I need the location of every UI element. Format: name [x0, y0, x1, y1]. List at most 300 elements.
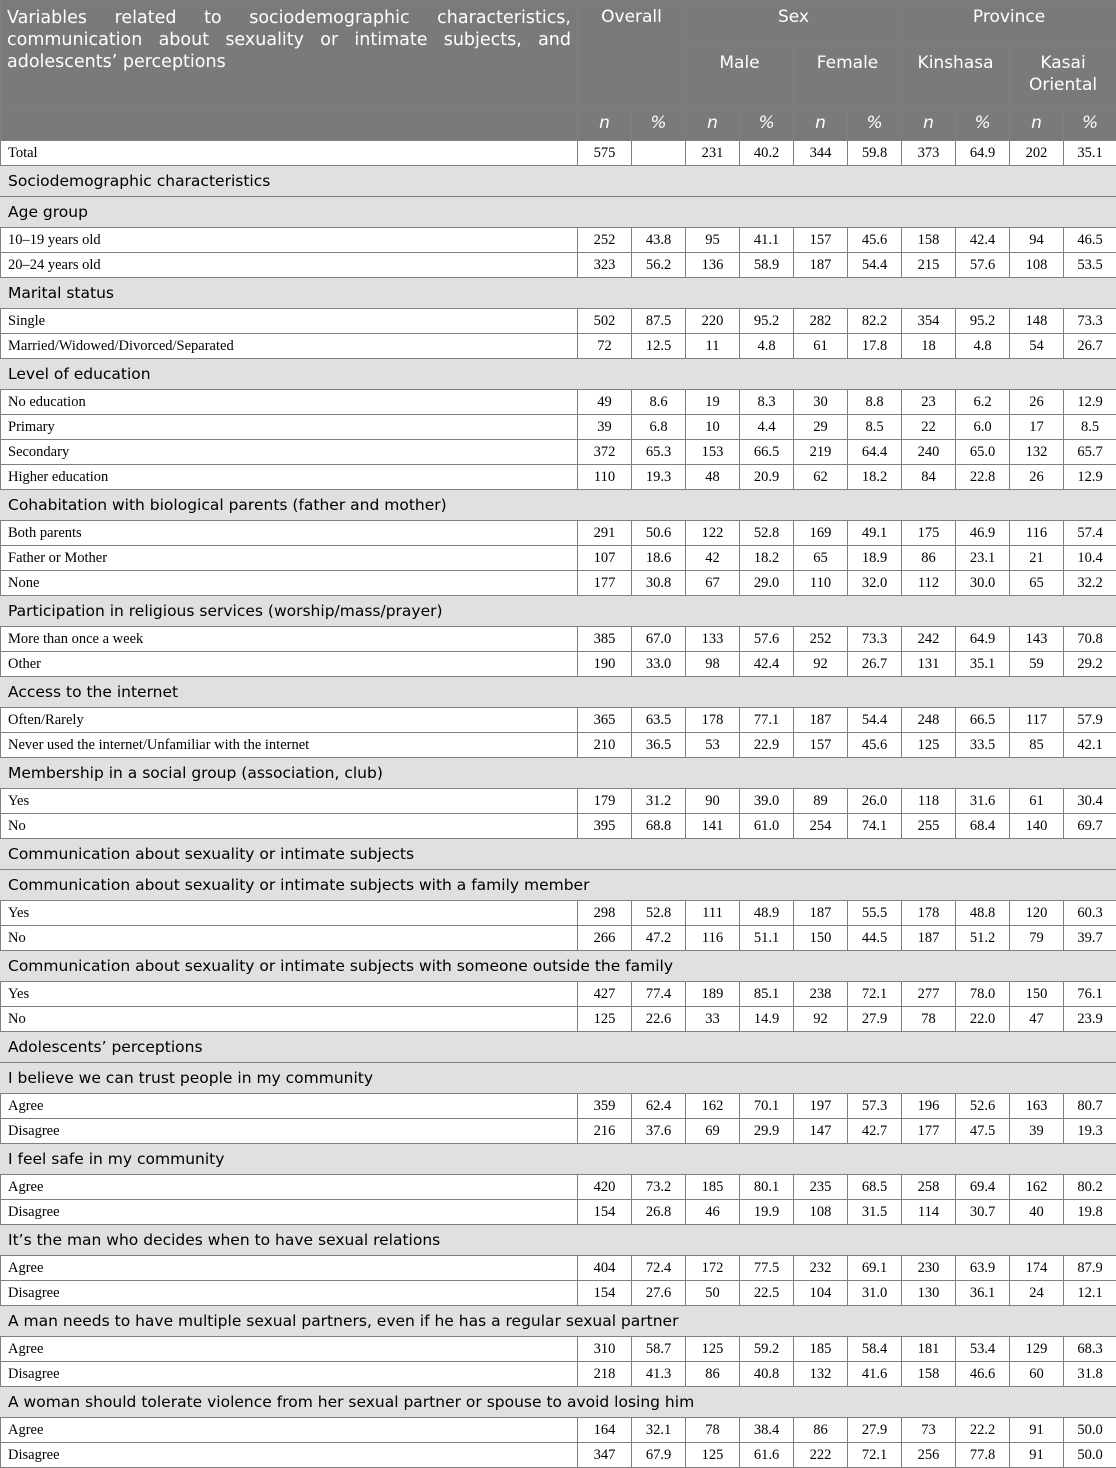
- count-cell: 47: [1010, 1007, 1064, 1032]
- subsection-heading-row: [1, 278, 1116, 309]
- count-cell: 154: [578, 1281, 632, 1306]
- count-cell: 254: [794, 814, 848, 839]
- percent-cell: 54.4: [848, 253, 902, 278]
- count-cell: 94: [1010, 228, 1064, 253]
- percent-cell: 73.3: [848, 627, 902, 652]
- percent-cell: 18.9: [848, 546, 902, 571]
- percent-cell: 64.9: [956, 627, 1010, 652]
- percent-cell: 4.8: [956, 334, 1010, 359]
- section-heading: Communication about sexuality or intimate subjects: [1, 839, 1116, 870]
- variable-heading: It’s the man who decides when to have sexual relations: [1, 1225, 1116, 1256]
- row-label: Often/Rarely: [1, 708, 578, 733]
- count-cell: 162: [686, 1094, 740, 1119]
- count-cell: 79: [1010, 926, 1064, 951]
- count-cell: 26: [1010, 465, 1064, 490]
- count-cell: 26: [1010, 390, 1064, 415]
- percent-cell: 85.1: [740, 982, 794, 1007]
- count-cell: 282: [794, 309, 848, 334]
- count-cell: 187: [794, 901, 848, 926]
- percent-cell: 69.1: [848, 1256, 902, 1281]
- table-row: [1, 415, 1116, 440]
- count-cell: 187: [902, 926, 956, 951]
- row-label: Single: [1, 309, 578, 334]
- count-cell: 323: [578, 253, 632, 278]
- subsection-heading-row: [1, 1144, 1116, 1175]
- percent-cell: 22.9: [740, 733, 794, 758]
- percent-cell: 45.6: [848, 733, 902, 758]
- count-cell: 85: [1010, 733, 1064, 758]
- percent-cell: 33.0: [632, 652, 686, 677]
- percent-cell: 70.1: [740, 1094, 794, 1119]
- count-cell: 179: [578, 789, 632, 814]
- percent-cell: 69.4: [956, 1175, 1010, 1200]
- count-cell: 132: [1010, 440, 1064, 465]
- table-row: [1, 901, 1116, 926]
- table-row: [1, 1200, 1116, 1225]
- count-cell: 120: [1010, 901, 1064, 926]
- count-cell: 19: [686, 390, 740, 415]
- percent-cell: 68.4: [956, 814, 1010, 839]
- percent-cell: 29.2: [1064, 652, 1116, 677]
- percent-cell: 59.8: [848, 141, 902, 166]
- count-cell: 238: [794, 982, 848, 1007]
- row-label: Disagree: [1, 1281, 578, 1306]
- percent-cell: 60.3: [1064, 901, 1116, 926]
- percent-cell: 73.3: [1064, 309, 1116, 334]
- pct-header: %: [956, 106, 1010, 141]
- percent-cell: 31.6: [956, 789, 1010, 814]
- count-cell: 252: [578, 228, 632, 253]
- count-cell: 125: [578, 1007, 632, 1032]
- row-label: No: [1, 814, 578, 839]
- percent-cell: 27.6: [632, 1281, 686, 1306]
- table-row: [1, 546, 1116, 571]
- count-cell: 230: [902, 1256, 956, 1281]
- table-row: [1, 789, 1116, 814]
- count-cell: 108: [1010, 253, 1064, 278]
- count-cell: 178: [686, 708, 740, 733]
- percent-cell: 22.8: [956, 465, 1010, 490]
- subsection-heading-row: [1, 1306, 1116, 1337]
- percent-cell: 8.5: [1064, 415, 1116, 440]
- count-cell: 157: [794, 733, 848, 758]
- count-cell: 17: [1010, 415, 1064, 440]
- percent-cell: 65.3: [632, 440, 686, 465]
- count-cell: 216: [578, 1119, 632, 1144]
- row-label: None: [1, 571, 578, 596]
- percent-cell: 65.0: [956, 440, 1010, 465]
- variable-heading: Level of education: [1, 359, 1116, 390]
- count-cell: 10: [686, 415, 740, 440]
- count-cell: 298: [578, 901, 632, 926]
- row-label: Higher education: [1, 465, 578, 490]
- count-cell: 61: [794, 334, 848, 359]
- percent-cell: 52.8: [740, 521, 794, 546]
- subsection-heading-row: [1, 490, 1116, 521]
- count-cell: 255: [902, 814, 956, 839]
- kasai-oriental-header: Kasai Oriental: [1010, 44, 1116, 106]
- percent-cell: 57.6: [740, 627, 794, 652]
- percent-cell: 45.6: [848, 228, 902, 253]
- percent-cell: 8.3: [740, 390, 794, 415]
- percent-cell: 31.2: [632, 789, 686, 814]
- percent-cell: 42.4: [740, 652, 794, 677]
- percent-cell: 6.2: [956, 390, 1010, 415]
- count-cell: 48: [686, 465, 740, 490]
- percent-cell: 26.8: [632, 1200, 686, 1225]
- count-cell: 359: [578, 1094, 632, 1119]
- percent-cell: 77.8: [956, 1443, 1010, 1468]
- count-cell: 86: [902, 546, 956, 571]
- count-cell: 187: [794, 253, 848, 278]
- percent-cell: 47.5: [956, 1119, 1010, 1144]
- percent-cell: 50.0: [1064, 1443, 1116, 1468]
- row-label: Both parents: [1, 521, 578, 546]
- table-row: [1, 1119, 1116, 1144]
- subsection-heading-row: [1, 677, 1116, 708]
- count-cell: 30: [794, 390, 848, 415]
- count-cell: 78: [902, 1007, 956, 1032]
- row-label: 20–24 years old: [1, 253, 578, 278]
- table-row: [1, 1281, 1116, 1306]
- percent-cell: 68.3: [1064, 1337, 1116, 1362]
- percent-cell: 57.6: [956, 253, 1010, 278]
- percent-cell: 67.9: [632, 1443, 686, 1468]
- variable-heading: Access to the internet: [1, 677, 1116, 708]
- count-cell: 59: [1010, 652, 1064, 677]
- count-cell: 140: [1010, 814, 1064, 839]
- count-cell: 60: [1010, 1362, 1064, 1387]
- count-cell: 202: [1010, 141, 1064, 166]
- subsection-heading-row: [1, 951, 1116, 982]
- percent-cell: 52.6: [956, 1094, 1010, 1119]
- variable-heading: Participation in religious services (worship/mass/prayer): [1, 596, 1116, 627]
- count-cell: 404: [578, 1256, 632, 1281]
- table-row: [1, 228, 1116, 253]
- percent-cell: 12.9: [1064, 465, 1116, 490]
- section-heading: Sociodemographic characteristics: [1, 166, 1116, 197]
- percent-cell: 57.4: [1064, 521, 1116, 546]
- count-cell: 24: [1010, 1281, 1064, 1306]
- percent-cell: 59.2: [740, 1337, 794, 1362]
- count-cell: 33: [686, 1007, 740, 1032]
- table-row: [1, 926, 1116, 951]
- row-label: Yes: [1, 789, 578, 814]
- percent-cell: 8.8: [848, 390, 902, 415]
- percent-cell: 95.2: [956, 309, 1010, 334]
- table-row: [1, 1337, 1116, 1362]
- percent-cell: 33.5: [956, 733, 1010, 758]
- percent-cell: 49.1: [848, 521, 902, 546]
- percent-cell: 19.8: [1064, 1200, 1116, 1225]
- percent-cell: 42.1: [1064, 733, 1116, 758]
- count-cell: 62: [794, 465, 848, 490]
- percent-cell: 61.6: [740, 1443, 794, 1468]
- percent-cell: 37.6: [632, 1119, 686, 1144]
- count-cell: 118: [902, 789, 956, 814]
- row-label: Father or Mother: [1, 546, 578, 571]
- table-row: [1, 465, 1116, 490]
- count-cell: 242: [902, 627, 956, 652]
- count-cell: 92: [794, 1007, 848, 1032]
- count-cell: 218: [578, 1362, 632, 1387]
- percent-cell: 72.4: [632, 1256, 686, 1281]
- count-cell: 84: [902, 465, 956, 490]
- percent-cell: 35.1: [956, 652, 1010, 677]
- percent-cell: 53.4: [956, 1337, 1010, 1362]
- female-header: Female: [794, 44, 902, 106]
- count-cell: 61: [1010, 789, 1064, 814]
- percent-cell: 69.7: [1064, 814, 1116, 839]
- percent-cell: 12.1: [1064, 1281, 1116, 1306]
- percent-cell: 32.0: [848, 571, 902, 596]
- count-cell: 65: [1010, 571, 1064, 596]
- count-cell: 157: [794, 228, 848, 253]
- count-cell: 575: [578, 141, 632, 166]
- count-cell: 385: [578, 627, 632, 652]
- count-cell: 132: [794, 1362, 848, 1387]
- percent-cell: 22.0: [956, 1007, 1010, 1032]
- count-cell: 23: [902, 390, 956, 415]
- count-cell: 420: [578, 1175, 632, 1200]
- n-header: n: [902, 106, 956, 141]
- count-cell: 373: [902, 141, 956, 166]
- percent-cell: 46.5: [1064, 228, 1116, 253]
- n-header: n: [578, 106, 632, 141]
- percent-cell: 58.7: [632, 1337, 686, 1362]
- percent-cell: 18.2: [848, 465, 902, 490]
- count-cell: 266: [578, 926, 632, 951]
- count-cell: 354: [902, 309, 956, 334]
- count-cell: 181: [902, 1337, 956, 1362]
- percent-cell: 26.7: [1064, 334, 1116, 359]
- n-header: n: [686, 106, 740, 141]
- count-cell: 18: [902, 334, 956, 359]
- percent-cell: 19.3: [632, 465, 686, 490]
- count-cell: 344: [794, 141, 848, 166]
- percent-cell: 56.2: [632, 253, 686, 278]
- count-cell: 130: [902, 1281, 956, 1306]
- percent-cell: 80.1: [740, 1175, 794, 1200]
- variable-heading: Marital status: [1, 278, 1116, 309]
- count-cell: 215: [902, 253, 956, 278]
- count-cell: 256: [902, 1443, 956, 1468]
- percent-cell: 53.5: [1064, 253, 1116, 278]
- percent-cell: 54.4: [848, 708, 902, 733]
- percent-cell: 27.9: [848, 1007, 902, 1032]
- row-label: Agree: [1, 1418, 578, 1443]
- percent-cell: 42.4: [956, 228, 1010, 253]
- count-cell: 98: [686, 652, 740, 677]
- percent-cell: 87.9: [1064, 1256, 1116, 1281]
- row-label: Agree: [1, 1256, 578, 1281]
- count-cell: 189: [686, 982, 740, 1007]
- percent-cell: 32.2: [1064, 571, 1116, 596]
- count-cell: 147: [794, 1119, 848, 1144]
- count-cell: 125: [902, 733, 956, 758]
- count-cell: 172: [686, 1256, 740, 1281]
- row-label: Agree: [1, 1337, 578, 1362]
- row-label: Secondary: [1, 440, 578, 465]
- table-row: [1, 1175, 1116, 1200]
- percent-cell: 80.2: [1064, 1175, 1116, 1200]
- count-cell: 190: [578, 652, 632, 677]
- count-cell: 222: [794, 1443, 848, 1468]
- row-label: Disagree: [1, 1119, 578, 1144]
- count-cell: 185: [686, 1175, 740, 1200]
- percent-cell: 61.0: [740, 814, 794, 839]
- count-cell: 29: [794, 415, 848, 440]
- subsection-heading-row: [1, 758, 1116, 789]
- percent-cell: 8.5: [848, 415, 902, 440]
- percent-cell: 55.5: [848, 901, 902, 926]
- percent-cell: 58.9: [740, 253, 794, 278]
- percent-cell: 52.8: [632, 901, 686, 926]
- section-heading-row: [1, 1032, 1116, 1063]
- count-cell: 116: [1010, 521, 1064, 546]
- table-row: [1, 141, 1116, 166]
- table-row: [1, 1094, 1116, 1119]
- count-cell: 162: [1010, 1175, 1064, 1200]
- count-cell: 49: [578, 390, 632, 415]
- percent-cell: 77.5: [740, 1256, 794, 1281]
- percent-cell: 57.9: [1064, 708, 1116, 733]
- percent-cell: 41.1: [740, 228, 794, 253]
- count-cell: 220: [686, 309, 740, 334]
- subsection-heading-row: [1, 359, 1116, 390]
- count-cell: 197: [794, 1094, 848, 1119]
- count-cell: 141: [686, 814, 740, 839]
- percent-cell: 72.1: [848, 982, 902, 1007]
- count-cell: 252: [794, 627, 848, 652]
- count-cell: 143: [1010, 627, 1064, 652]
- count-cell: 111: [686, 901, 740, 926]
- count-cell: 502: [578, 309, 632, 334]
- subsection-heading-row: [1, 1387, 1116, 1418]
- percent-cell: 44.5: [848, 926, 902, 951]
- table-row: [1, 652, 1116, 677]
- count-cell: 125: [686, 1337, 740, 1362]
- percent-cell: 4.8: [740, 334, 794, 359]
- percent-cell: 31.0: [848, 1281, 902, 1306]
- count-cell: 158: [902, 228, 956, 253]
- percent-cell: 51.1: [740, 926, 794, 951]
- table-row: [1, 1007, 1116, 1032]
- count-cell: 78: [686, 1418, 740, 1443]
- percent-cell: 46.6: [956, 1362, 1010, 1387]
- row-label: Disagree: [1, 1362, 578, 1387]
- percent-cell: 77.4: [632, 982, 686, 1007]
- row-label: Never used the internet/Unfamiliar with the internet: [1, 733, 578, 758]
- count-cell: 91: [1010, 1418, 1064, 1443]
- subsection-heading-row: [1, 870, 1116, 901]
- percent-cell: 39.0: [740, 789, 794, 814]
- percent-cell: 78.0: [956, 982, 1010, 1007]
- count-cell: 232: [794, 1256, 848, 1281]
- subsection-heading-row: [1, 1063, 1116, 1094]
- percent-cell: 14.9: [740, 1007, 794, 1032]
- percent-cell: 31.8: [1064, 1362, 1116, 1387]
- percent-cell: 68.8: [632, 814, 686, 839]
- table-row: [1, 1443, 1116, 1468]
- row-label: Primary: [1, 415, 578, 440]
- count-cell: 89: [794, 789, 848, 814]
- count-cell: 104: [794, 1281, 848, 1306]
- count-cell: 86: [686, 1362, 740, 1387]
- table-row: [1, 708, 1116, 733]
- table-header: [1, 1, 1116, 141]
- percent-cell: 10.4: [1064, 546, 1116, 571]
- count-cell: 122: [686, 521, 740, 546]
- percent-cell: 95.2: [740, 309, 794, 334]
- table-row: [1, 1362, 1116, 1387]
- n-header: n: [794, 106, 848, 141]
- percent-cell: 66.5: [956, 708, 1010, 733]
- count-cell: 164: [578, 1418, 632, 1443]
- section-heading-row: [1, 166, 1116, 197]
- count-cell: 125: [686, 1443, 740, 1468]
- count-cell: 219: [794, 440, 848, 465]
- percent-cell: 27.9: [848, 1418, 902, 1443]
- count-cell: 372: [578, 440, 632, 465]
- count-cell: 73: [902, 1418, 956, 1443]
- count-cell: 148: [1010, 309, 1064, 334]
- percent-cell: 47.2: [632, 926, 686, 951]
- variable-heading: Membership in a social group (association, club): [1, 758, 1116, 789]
- percent-cell: 18.2: [740, 546, 794, 571]
- table-row: [1, 1256, 1116, 1281]
- subsection-heading-row: [1, 1225, 1116, 1256]
- table-row: [1, 814, 1116, 839]
- count-cell: 175: [902, 521, 956, 546]
- percent-cell: 76.1: [1064, 982, 1116, 1007]
- row-label: Agree: [1, 1094, 578, 1119]
- variable-heading: I feel safe in my community: [1, 1144, 1116, 1175]
- percent-cell: 66.5: [740, 440, 794, 465]
- count-cell: 53: [686, 733, 740, 758]
- count-cell: 185: [794, 1337, 848, 1362]
- count-cell: 131: [902, 652, 956, 677]
- percent-cell: 12.5: [632, 334, 686, 359]
- percent-cell: 51.2: [956, 926, 1010, 951]
- count-cell: 21: [1010, 546, 1064, 571]
- percent-cell: 64.4: [848, 440, 902, 465]
- percent-cell: 8.6: [632, 390, 686, 415]
- table-row: [1, 627, 1116, 652]
- row-label: Total: [1, 141, 578, 166]
- overall-header: Overall: [578, 1, 686, 106]
- count-cell: 65: [794, 546, 848, 571]
- percent-cell: 31.5: [848, 1200, 902, 1225]
- count-cell: 154: [578, 1200, 632, 1225]
- percent-cell: 23.1: [956, 546, 1010, 571]
- count-cell: 395: [578, 814, 632, 839]
- percent-cell: 30.4: [1064, 789, 1116, 814]
- percent-cell: 6.0: [956, 415, 1010, 440]
- table-row: [1, 253, 1116, 278]
- percent-cell: 77.1: [740, 708, 794, 733]
- count-cell: 42: [686, 546, 740, 571]
- percent-cell: 46.9: [956, 521, 1010, 546]
- percent-cell: 40.2: [740, 141, 794, 166]
- count-cell: 50: [686, 1281, 740, 1306]
- percent-cell: 87.5: [632, 309, 686, 334]
- count-cell: 347: [578, 1443, 632, 1468]
- count-cell: 108: [794, 1200, 848, 1225]
- percent-cell: 26.7: [848, 652, 902, 677]
- percent-cell: 63.5: [632, 708, 686, 733]
- variables-header: Variables related to sociodemographic characteristics, communication about sexuality or intimate subjects, and adolescents’ perceptions: [1, 1, 578, 106]
